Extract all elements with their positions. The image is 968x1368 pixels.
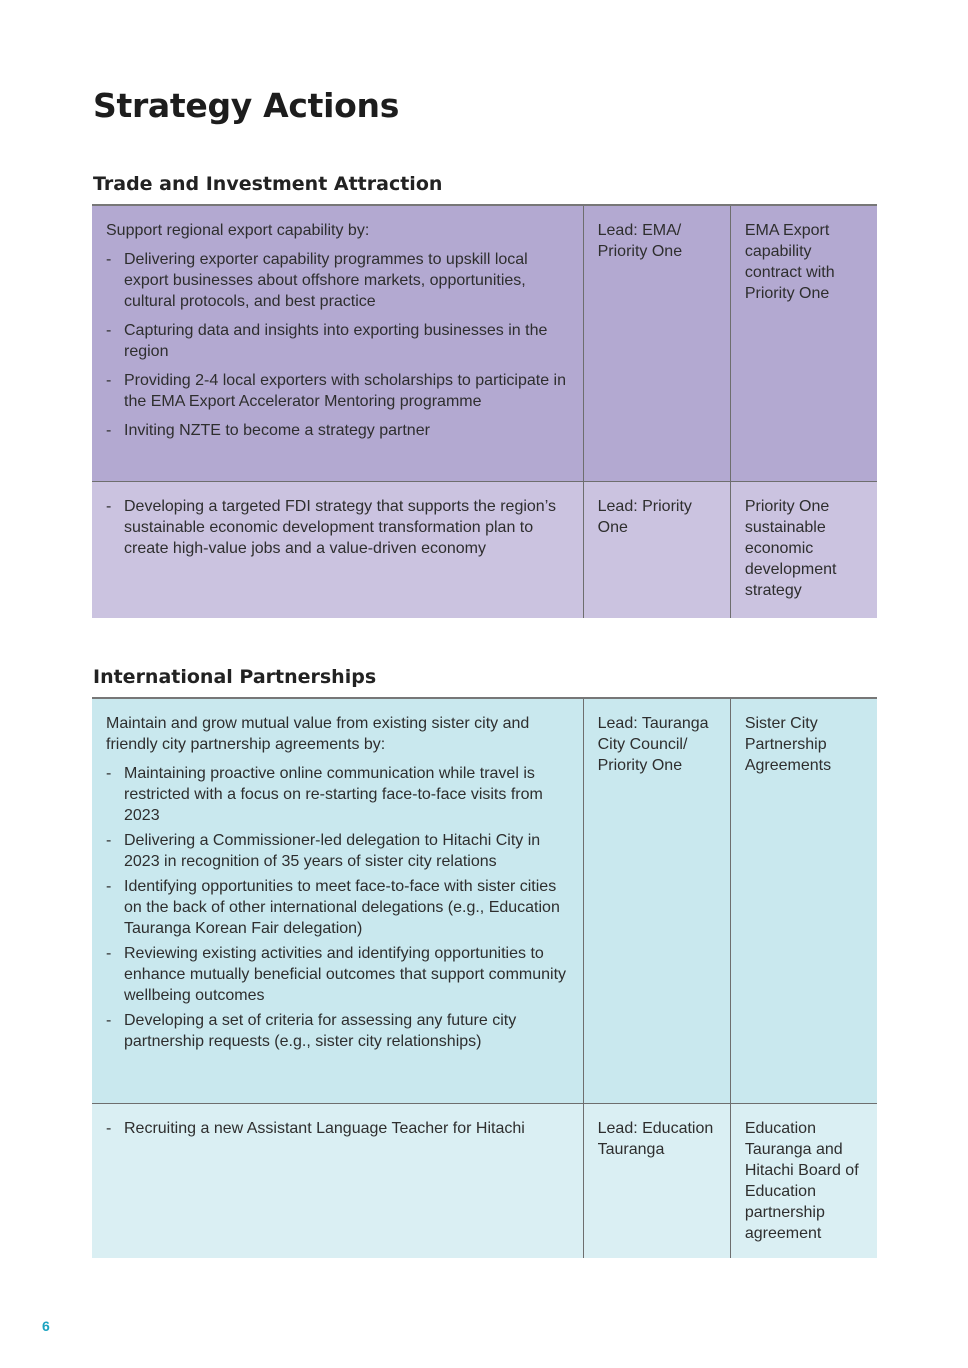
- list-item: - Delivering exporter capability programmes to upskill local export businesses about offshore markets, opportunities, cultural protocols, and best practice: [106, 249, 569, 312]
- lead-cell: Lead: Education Tauranga: [583, 1103, 730, 1258]
- list-item: - Identifying opportunities to meet face-to-face with sister cities on the back of other international delegations (e.g., Education Tauranga Korean Fair delegation): [106, 876, 569, 939]
- lead-cell: Lead: Tauranga City Council/ Priority One: [583, 698, 730, 1103]
- list-item: - Recruiting a new Assistant Language Teacher for Hitachi: [106, 1118, 569, 1139]
- action-list: [106, 496, 569, 559]
- outcome-cell: Sister City Partnership Agreements: [730, 698, 877, 1103]
- action-intro: Support regional export capability by:: [106, 222, 370, 239]
- action-cell: [92, 698, 583, 1103]
- list-item: - Developing a targeted FDI strategy that supports the region’s sustainable economic development transformation plan to create high-value jobs and a value-driven economy: [106, 496, 569, 559]
- action-list: [106, 249, 569, 441]
- lead-cell: Lead: EMA/ Priority One: [583, 205, 730, 481]
- page-title: Strategy Actions: [93, 86, 400, 125]
- list-item: - Developing a set of criteria for assessing any future city partnership requests (e.g., sister city relationships): [106, 1010, 569, 1052]
- table-row: [92, 205, 877, 481]
- table-row: [92, 698, 877, 1103]
- page-number: 6: [42, 1318, 50, 1334]
- list-item: - Maintaining proactive online communication while travel is restricted with a focus on re-starting face-to-face visits from 2023: [106, 763, 569, 826]
- section-title-international: International Partnerships: [93, 666, 377, 688]
- list-item: - Reviewing existing activities and identifying opportunities to enhance mutually beneficial outcomes that support community wellbeing outcomes: [106, 943, 569, 1006]
- outcome-cell: EMA Export capability contract with Priority One: [730, 205, 877, 481]
- outcome-cell: Priority One sustainable economic development strategy: [730, 481, 877, 618]
- list-item: - Providing 2-4 local exporters with scholarships to participate in the EMA Export Accelerator Mentoring programme: [106, 370, 569, 412]
- list-item: - Delivering a Commissioner-led delegation to Hitachi City in 2023 in recognition of 35 years of sister city relations: [106, 830, 569, 872]
- lead-cell: Lead: Priority One: [583, 481, 730, 618]
- action-list: [106, 763, 569, 1052]
- action-cell: [92, 481, 583, 618]
- list-item: - Inviting NZTE to become a strategy partner: [106, 420, 569, 441]
- action-intro: Maintain and grow mutual value from existing sister city and friendly city partnership agreements by:: [106, 715, 530, 753]
- list-item: - Capturing data and insights into exporting businesses in the region: [106, 320, 569, 362]
- action-list: [106, 1118, 569, 1139]
- action-cell: [92, 205, 583, 481]
- table-row: [92, 481, 877, 618]
- section-title-trade: Trade and Investment Attraction: [93, 173, 443, 195]
- table-row: [92, 1103, 877, 1258]
- international-partnerships-table: [92, 697, 877, 1258]
- outcome-cell: Education Tauranga and Hitachi Board of Education partnership agreement: [730, 1103, 877, 1258]
- trade-investment-table: [92, 204, 877, 618]
- action-cell: [92, 1103, 583, 1258]
